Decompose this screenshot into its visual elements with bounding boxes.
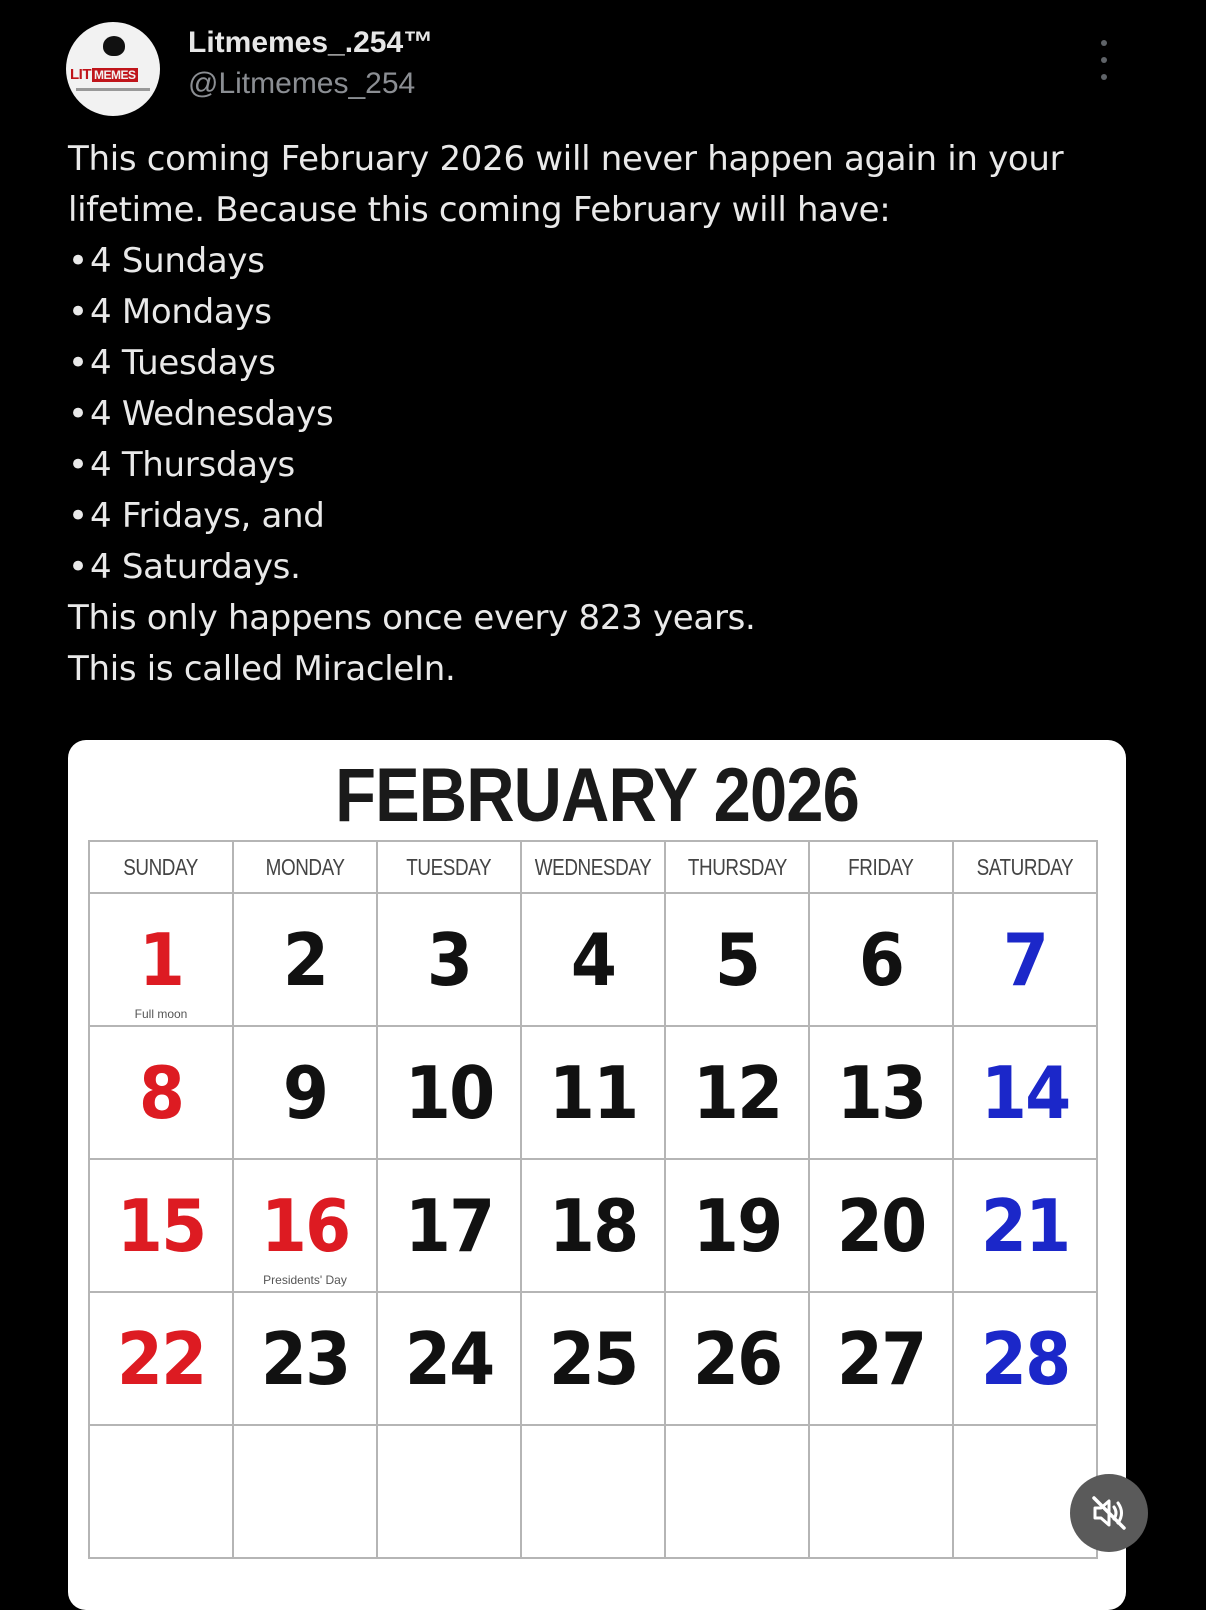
list-item: • 4 Tuesdays: [68, 338, 1148, 389]
calendar-empty-cell: [89, 1425, 233, 1558]
calendar-day-cell: 24: [377, 1292, 521, 1425]
day-header: SATURDAY: [953, 841, 1097, 893]
day-header: WEDNESDAY: [521, 841, 665, 893]
day-note: Full moon: [134, 1007, 188, 1021]
media-image[interactable]: [68, 740, 1126, 1610]
calendar-day-cell: 11: [521, 1026, 665, 1159]
calendar-day-cell: 10: [377, 1026, 521, 1159]
calendar-day-cell: 1 Full moon: [89, 893, 233, 1026]
list-item: • 4 Fridays, and: [68, 491, 1148, 542]
mute-button[interactable]: [1070, 1474, 1148, 1552]
calendar-day-cell: 12: [665, 1026, 809, 1159]
bullet-list: [68, 236, 1148, 593]
calendar-day-cell: 5: [665, 893, 809, 1026]
more-options-button[interactable]: [1092, 40, 1116, 80]
calendar-day-cell: 8: [89, 1026, 233, 1159]
calendar-day-cell: 16 Presidents' Day: [233, 1159, 377, 1292]
calendar-day-cell: 3: [377, 893, 521, 1026]
calendar-week-row: [89, 1026, 1097, 1159]
list-item: • 4 Thursdays: [68, 440, 1148, 491]
post-text: [68, 134, 1148, 695]
day-header: TUESDAY: [377, 841, 521, 893]
calendar-day-cell: 18: [521, 1159, 665, 1292]
day-header: THURSDAY: [665, 841, 809, 893]
post-text-outro-1: This only happens once every 823 years.: [68, 598, 756, 638]
volume-muted-icon: [1089, 1493, 1129, 1533]
list-item: • 4 Saturdays.: [68, 542, 1148, 593]
calendar-day-cell: 2: [233, 893, 377, 1026]
calendar-day-cell: 19: [665, 1159, 809, 1292]
calendar-empty-cell: [233, 1425, 377, 1558]
list-item: • 4 Sundays: [68, 236, 1148, 287]
list-item: • 4 Mondays: [68, 287, 1148, 338]
calendar-day-cell: 14: [953, 1026, 1097, 1159]
day-header: FRIDAY: [809, 841, 953, 893]
more-vertical-icon: [1101, 40, 1107, 46]
avatar-logo: LIT MEMES: [70, 66, 136, 83]
day-note: Presidents' Day: [263, 1273, 347, 1287]
calendar-title: FEBRUARY 2026: [335, 753, 859, 838]
day-header: SUNDAY: [89, 841, 233, 893]
calendar-day-cell: 7: [953, 893, 1097, 1026]
list-item: • 4 Wednesdays: [68, 389, 1148, 440]
post-text-intro-cont: lifetime. Because this coming February will have:: [68, 190, 891, 230]
calendar-day-cell: 22: [89, 1292, 233, 1425]
user-handle[interactable]: @Litmemes_254: [188, 67, 416, 100]
logo-mascot-icon: [103, 36, 125, 56]
calendar-week-row: [89, 893, 1097, 1026]
more-vertical-icon: [1101, 74, 1107, 80]
calendar-header-row: [89, 841, 1097, 893]
avatar[interactable]: [66, 22, 160, 116]
calendar-day-cell: 6: [809, 893, 953, 1026]
post-text-intro: This coming February 2026 will never happen again in your: [68, 139, 1064, 179]
avatar-logo-underline: [76, 88, 150, 91]
calendar-day-cell: 23: [233, 1292, 377, 1425]
calendar-week-row: [89, 1425, 1097, 1558]
calendar-week-row: [89, 1292, 1097, 1425]
calendar-day-cell: 15: [89, 1159, 233, 1292]
more-vertical-icon: [1101, 57, 1107, 63]
post-text-outro-2: This is called MiracleIn.: [68, 649, 456, 689]
calendar-day-cell: 4: [521, 893, 665, 1026]
calendar-day-cell: 28: [953, 1292, 1097, 1425]
display-name[interactable]: Litmemes_.254™: [188, 26, 434, 59]
day-header: MONDAY: [233, 841, 377, 893]
calendar-day-cell: 26: [665, 1292, 809, 1425]
calendar-empty-cell: [377, 1425, 521, 1558]
calendar-empty-cell: [521, 1425, 665, 1558]
calendar-week-row: [89, 1159, 1097, 1292]
calendar-day-cell: 17: [377, 1159, 521, 1292]
calendar-day-cell: 25: [521, 1292, 665, 1425]
calendar-empty-cell: [665, 1425, 809, 1558]
calendar-grid: [88, 840, 1098, 1559]
calendar-day-cell: 9: [233, 1026, 377, 1159]
calendar-day-cell: 13: [809, 1026, 953, 1159]
calendar-day-cell: 27: [809, 1292, 953, 1425]
calendar-day-cell: 20: [809, 1159, 953, 1292]
calendar-empty-cell: [809, 1425, 953, 1558]
calendar-day-cell: 21: [953, 1159, 1097, 1292]
